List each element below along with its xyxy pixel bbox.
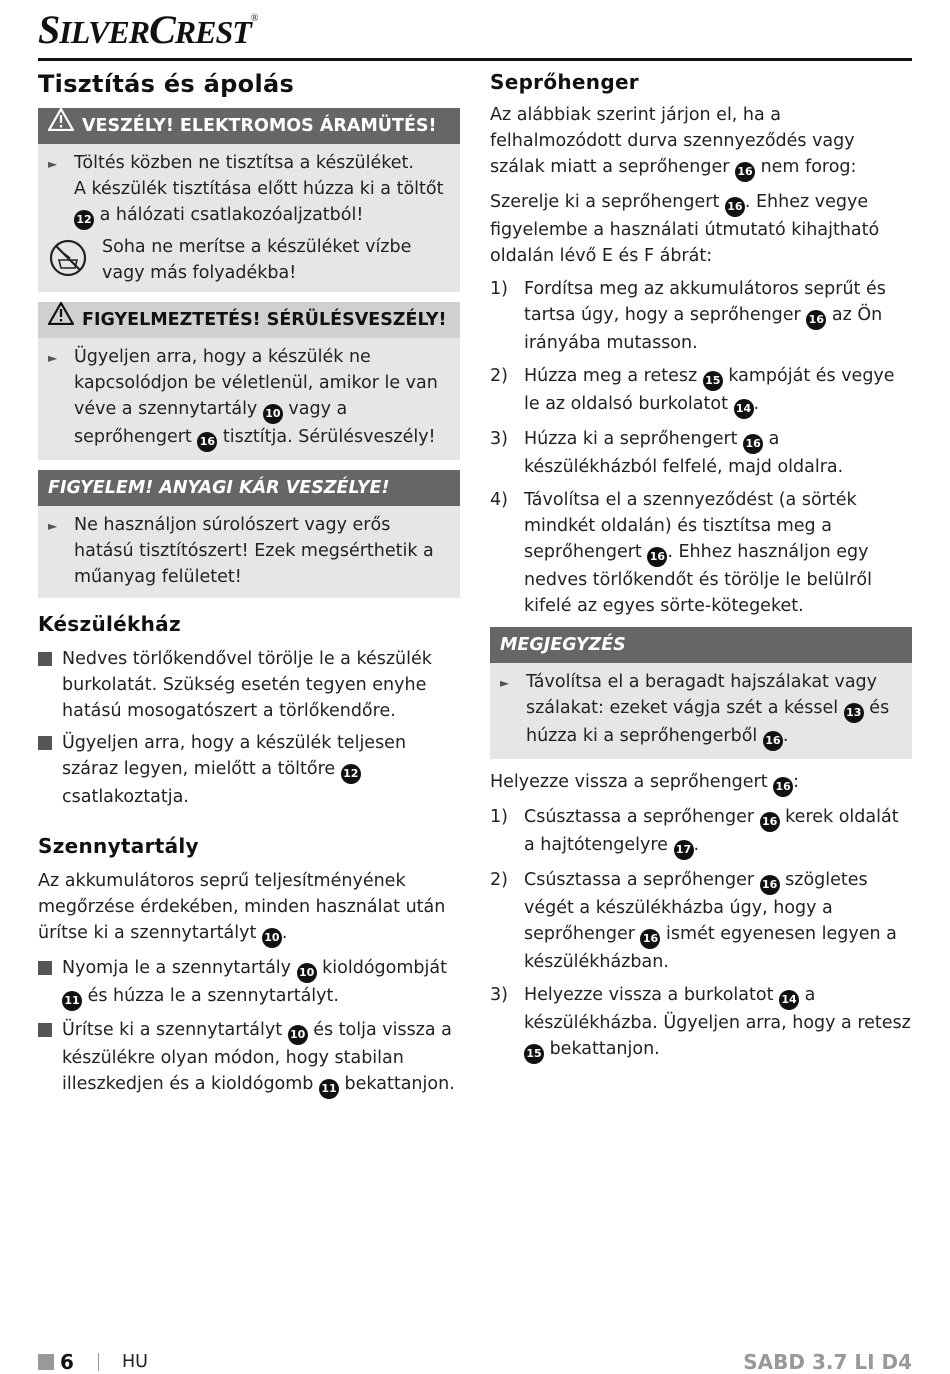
- step-number: 1): [490, 807, 508, 827]
- step-text: Fordítsa meg az akkumulátoros seprűt és tartsa úgy, hogy a seprőhenger 16 az Ön irányába mutasson.: [524, 279, 886, 353]
- step-item: [490, 276, 912, 356]
- part-number-badge: 10: [297, 963, 317, 983]
- part-number-badge: 17: [674, 840, 694, 860]
- list-item: [48, 150, 450, 230]
- part-number-badge: 16: [806, 310, 826, 330]
- step-text: Csúsztassa a seprőhenger 16 szögletes végét a készülékházba úgy, hogy a seprőhenger 16 ismét egyenesen legyen a készülékházban.: [524, 870, 897, 972]
- part-number-badge: 16: [760, 875, 780, 895]
- step-item: [490, 982, 912, 1064]
- square-bullet-icon: [38, 961, 52, 975]
- step-text: Húzza ki a seprőhengert 16 a készülékházból felfelé, majd oldalra.: [524, 429, 844, 477]
- page-number: 6: [60, 1350, 74, 1374]
- part-number-badge: 16: [725, 197, 745, 217]
- caution-box: [38, 470, 460, 598]
- part-number-badge: 16: [640, 929, 660, 949]
- step-text: Húzza meg a retesz 15 kampóját és vegye le az oldalsó burkolatot 14 .: [524, 363, 912, 419]
- footer-divider: [98, 1353, 99, 1371]
- list-item-text: Ügyeljen arra, hogy a készülék ne kapcsolódjon be véletlenül, amikor le van véve a szennytartály 10 vagy a seprőhengert 16 tisztítja. Sérülésveszély!: [74, 344, 450, 452]
- danger-heading: [38, 108, 460, 144]
- part-number-badge: 16: [773, 777, 793, 797]
- list-item: [38, 1017, 460, 1099]
- list-item-text: Ne használjon súrolószert vagy erős hatású tisztítószert! Ezek megsérthetik a műanyag felületet!: [74, 515, 434, 587]
- no-immersion-note: [48, 234, 450, 286]
- step-number: 3): [490, 985, 508, 1005]
- part-number-badge: 16: [743, 434, 763, 454]
- part-number-badge: 12: [74, 210, 94, 230]
- no-immersion-text: Soha ne merítse a készüléket vízbe vagy más folyadékba!: [102, 237, 412, 283]
- model-number: SABD 3.7 LI D4: [743, 1350, 912, 1374]
- step-item: [490, 487, 912, 619]
- square-bullet-icon: [38, 736, 52, 750]
- step-text: Csúsztassa a seprőhenger 16 kerek oldalát a hajtótengelyre 17 .: [524, 804, 912, 860]
- note-heading: MEGJEGYZÉS: [490, 627, 912, 663]
- list-item: [38, 646, 460, 724]
- list-item-text: Nyomja le a szennytartály 10 kioldógombját 11 és húzza le a szennytartályt.: [62, 955, 460, 1011]
- part-number-badge: 16: [735, 162, 755, 182]
- list-item: [48, 512, 450, 590]
- page-footer: [38, 1350, 912, 1374]
- step-number: 3): [490, 429, 508, 449]
- part-number-badge: 10: [288, 1025, 308, 1045]
- brand-logo: [38, 6, 257, 53]
- left-column: [38, 66, 460, 1105]
- reinsert-intro: Helyezze vissza a seprőhengert 16 :: [490, 769, 912, 797]
- registered-mark: ®: [250, 13, 258, 24]
- warning-triangle-icon: [48, 302, 74, 338]
- part-number-badge: 11: [62, 991, 82, 1011]
- warning-triangle-icon: [48, 108, 74, 144]
- part-number-badge: 12: [341, 764, 361, 784]
- part-number-badge: 10: [263, 404, 283, 424]
- language-code: HU: [122, 1352, 148, 1372]
- caution-heading: FIGYELEM! ANYAGI KÁR VESZÉLYE!: [38, 470, 460, 506]
- logo-c: C: [149, 7, 175, 52]
- no-immersion-icon: [48, 238, 92, 286]
- section-title-brush-roll: Seprőhenger: [490, 70, 639, 94]
- part-number-badge: 15: [524, 1044, 544, 1064]
- step-number: 2): [490, 870, 508, 890]
- list-item: [38, 730, 460, 810]
- logo-s1: S: [38, 7, 60, 52]
- part-number-badge: 16: [760, 812, 780, 832]
- logo-ilver: ILVER: [59, 14, 150, 50]
- step-item: [490, 804, 912, 860]
- footer-square-icon: [38, 1354, 54, 1370]
- arrow-bullet-icon: ►: [48, 519, 58, 533]
- step-text: Helyezze vissza a burkolatot 14 a készülékházba. Ügyeljen arra, hogy a retesz 15 bekattanjon.: [524, 982, 912, 1064]
- part-number-badge: 14: [734, 399, 754, 419]
- arrow-bullet-icon: ►: [48, 351, 58, 365]
- section-title-bin: Szennytartály: [38, 834, 199, 858]
- section-title-housing: Készülékház: [38, 612, 181, 636]
- danger-box: [38, 108, 460, 292]
- brush-intro-1: Az alábbiak szerint járjon el, ha a felhalmozódott durva szennyeződés vagy szálak miatt a seprőhenger 16 nem forog:: [490, 102, 912, 182]
- warning-heading-text: FIGYELMEZTETÉS! SÉRÜLÉSVESZÉLY!: [82, 310, 447, 330]
- part-number-badge: 10: [262, 928, 282, 948]
- list-item-text: Ürítse ki a szennytartályt 10 és tolja vissza a készülékre olyan módon, hogy stabilan illeszkedjen és a kioldógomb 11 bekattanjon.: [62, 1017, 460, 1099]
- step-text: Távolítsa el a szennyeződést (a sörték mindkét oldalán) és tisztítsa meg a seprőhengert 16 . Ehhez használjon egy nedves törlőkendőt és törölje le belülről kifelé az egyes sörte-kötegeket.: [524, 490, 872, 616]
- part-number-badge: 13: [844, 703, 864, 723]
- list-item: [38, 955, 460, 1011]
- page-title: Tisztítás és ápolás: [38, 70, 295, 98]
- list-item-text: Nedves törlőkendővel törölje le a készülék burkolatát. Szükség esetén tegyen enyhe hatású mosogatószert a törlőkendőre.: [62, 649, 432, 721]
- logo-rest: REST: [174, 14, 251, 50]
- right-column: [490, 66, 912, 1071]
- part-number-badge: 15: [703, 371, 723, 391]
- step-number: 4): [490, 490, 508, 510]
- warning-heading: [38, 302, 460, 338]
- arrow-bullet-icon: ►: [500, 676, 510, 690]
- step-item: [490, 867, 912, 975]
- brush-intro-2: Szerelje ki a seprőhengert 16 . Ehhez vegye figyelembe a használati útmutató kihajtható oldalán lévő E és F ábrát:: [490, 192, 880, 266]
- square-bullet-icon: [38, 1023, 52, 1037]
- part-number-badge: 11: [319, 1079, 339, 1099]
- part-number-badge: 16: [647, 547, 667, 567]
- list-item-text: Ügyeljen arra, hogy a készülék teljesen száraz legyen, mielőtt a töltőre 12 csatlakoztatja.: [62, 733, 407, 807]
- square-bullet-icon: [38, 652, 52, 666]
- step-item: [490, 426, 912, 480]
- danger-heading-text: VESZÉLY! ELEKTROMOS ÁRAMÜTÉS!: [82, 116, 437, 136]
- list-item-text: Távolítsa el a beragadt hajszálakat vagy szálakat: ezeket vágja szét a késsel 13 és húzza ki a seprőhengerből 16 .: [526, 669, 902, 751]
- part-number-badge: 14: [779, 990, 799, 1010]
- step-number: 2): [490, 366, 508, 386]
- part-number-badge: 16: [197, 432, 217, 452]
- bin-intro: Az akkumulátoros seprű teljesítményének megőrzése érdekében, minden használat után ürítse ki a szennytartályt 10 .: [38, 868, 460, 948]
- step-item: [490, 363, 912, 419]
- part-number-badge: 16: [763, 731, 783, 751]
- arrow-bullet-icon: ►: [48, 157, 58, 171]
- list-item-text: Töltés közben ne tisztítsa a készüléket. A készülék tisztítása előtt húzza ki a töltőt 12 a hálózati csatlakozóaljzatból!: [74, 150, 450, 230]
- note-box: [490, 627, 912, 759]
- header-rule: [38, 58, 912, 61]
- list-item: [500, 669, 902, 751]
- step-number: 1): [490, 279, 508, 299]
- list-item: [48, 344, 450, 452]
- warning-box: [38, 302, 460, 460]
